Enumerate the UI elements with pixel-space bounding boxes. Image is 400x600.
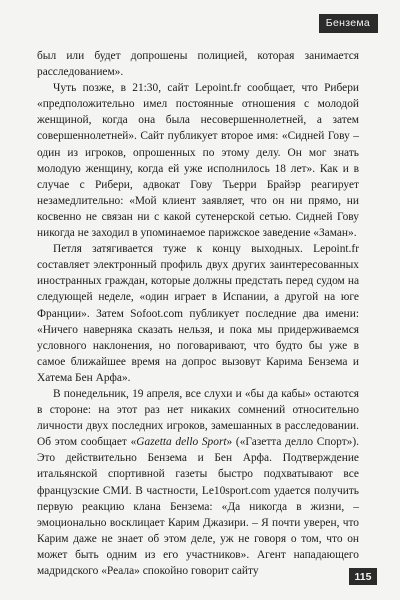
paragraph-text: был или будет допрошены полицией, которая занимается расследованием». bbox=[37, 50, 359, 79]
paragraph bbox=[37, 48, 359, 80]
body-text bbox=[37, 48, 359, 579]
running-head: Бензема bbox=[319, 14, 378, 33]
paragraph-text: Петля затягивается туже к концу выходных. Lepoint.fr составляет электронный профиль двух других заинтересованных иностранных граждан, которые должны предстать перед судом на следующей неделе, «один играет в Испании, а другой на юге Франции». Затем Sofoot.com публикует последние два имени: «Ничего наверняка сказать нельзя, и пока мы придерживаемся условного наклонения, но поговаривают, что будто бы уже в самое ближайшее время на допрос вызовут Карима Бензема и Хатема Бен Арфа». bbox=[37, 243, 359, 384]
paragraph-text: В понедельник, 19 апреля, все слухи и «бы да кабы» остаются в стороне: на этот раз нет никаких сомнений относительно личности двух последних игроков, замешанных в расследовании. Об этом сообщает « bbox=[37, 387, 359, 449]
paragraph-text: Чуть позже, в 21:30, сайт Lepoint.fr сообщает, что Рибери «предположительно имел постоянные отношения с молодой женщиной, когда она была несовершеннолетней, а затем совершеннолетней». Сайт публикует второе имя: «Сидней Гову – один из игроков, опрошенных по этому делу. Он мог знать молодую женщину, когда ей уже исполнилось 18 лет». Как и в случае с Рибери, адвокат Гову Тьерри Брайэр реагирует незамедлительно: «Мой клиент заявляет, что он ни прямо, ни косвенно не связан ни с какой сутенерской сетью. Сидней Гову никогда не заходил в упоминаемое парижское заведение «Заман». bbox=[37, 82, 359, 240]
paragraph bbox=[37, 80, 359, 241]
page-number: 115 bbox=[349, 568, 377, 585]
paragraph bbox=[37, 241, 359, 386]
paragraph bbox=[37, 386, 359, 579]
italic-text: Gazetta dello Sport bbox=[136, 436, 227, 449]
paragraph-text: » («Газетта делло Спорт»). Это действительно Бензема и Бен Арфа. Подтверждение итальянской спортивной газеты быстро подхватывают все французские СМИ. В частности, Le10sport.com удается получить первую реакцию клана Бензема: «Да никогда в жизни, – эмоционально восклицает Карим Джазири. – Я почти уверен, что Карим даже не знает об этом деле, уж не говоря о том, что он может быть одним из его участников». Агент нападающего мадридского «Реала» спокойно говорит сайту bbox=[37, 436, 360, 577]
